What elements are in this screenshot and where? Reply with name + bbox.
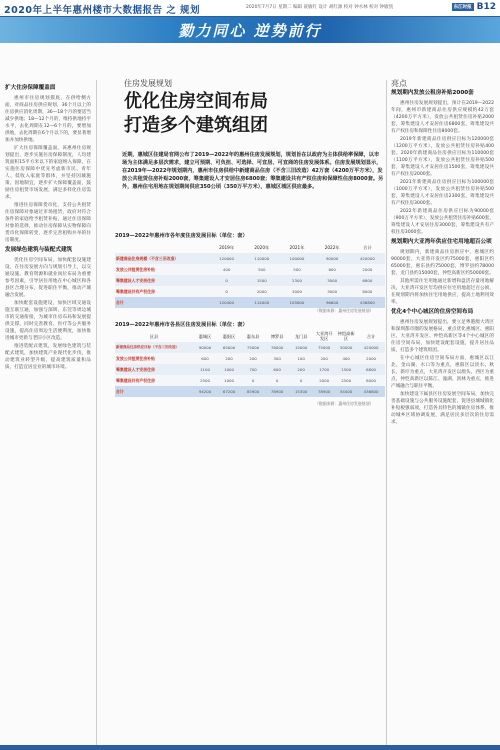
row-label: 筹集建设共有产权住房 bbox=[116, 288, 155, 294]
table-cell: 3000 bbox=[292, 289, 302, 294]
section-title: 2020年上半年惠州楼市大数据报告 之 规划 bbox=[4, 5, 201, 16]
slogan-text: 勠力同心 逆势前行 bbox=[178, 22, 322, 40]
row-label: 新建商品住房供应目标（不含三旧改造） bbox=[116, 345, 179, 349]
table-cell: 105800 bbox=[279, 297, 314, 308]
table-cell: 90000 bbox=[198, 345, 212, 350]
table-cell: 2500 bbox=[341, 378, 352, 383]
table-cell: 0 bbox=[251, 378, 255, 383]
table-cell: 110000 bbox=[254, 256, 270, 261]
row-label: 合计 bbox=[115, 297, 209, 308]
right-paragraph-5: 规划期内，新建商品住房供应中，惠城区约90000套，大亚湾开发区约75000套，惠阳区约65000套，惠东县约75000套，博罗县约78000套，龙门县约15000套，仲恺高新区约50000套。 bbox=[391, 250, 494, 276]
table-cell: 1500 bbox=[341, 367, 352, 372]
table2-header: 龙门县 bbox=[294, 333, 308, 339]
article-kicker: 住房发展规划 bbox=[124, 79, 172, 88]
table2-header: 惠城区 bbox=[198, 333, 212, 339]
highlights-label: 亮点 bbox=[391, 79, 407, 88]
table-cell: 436800 bbox=[350, 297, 385, 308]
table-cell: 400 bbox=[222, 267, 231, 272]
table1-header: 合计 bbox=[363, 244, 372, 250]
article-headline bbox=[124, 90, 268, 138]
slogan-banner bbox=[0, 17, 500, 43]
table-cell: 3000 bbox=[327, 278, 338, 283]
table-cell: 100 bbox=[297, 356, 305, 361]
table2-header: 大亚湾开发区 bbox=[315, 331, 333, 341]
table-cell: 2500 bbox=[200, 378, 210, 383]
row-label: 新建商品住房规模（不含三旧改造） bbox=[116, 255, 179, 261]
table-cell: 90000 bbox=[325, 256, 339, 261]
table-cell: 2000 bbox=[366, 356, 377, 361]
table1-header-row bbox=[115, 242, 385, 253]
table-cell: 120000 bbox=[219, 256, 235, 261]
table-cell: 2300 bbox=[292, 278, 302, 283]
table-cell: 1700 bbox=[319, 367, 330, 372]
table-cell: 2000 bbox=[319, 378, 330, 383]
table-row bbox=[115, 264, 385, 275]
table-cell: 75000 bbox=[246, 345, 260, 350]
left-paragraph-1: 惠州市住房规划摸底，在供给侧方面，对商品住房供应规划，36个月以上的住房供应消化周期，36—18个月的要适当减少供地；18—12个月的，维持供地持平水平，去化周期在12—6个月的，要增加供地，去化周期在6个月以下的，要显著增加并加快供地。 bbox=[5, 96, 91, 143]
left-paragraph-6: 推进装配式建筑，发展绿色建筑与装配式建筑，加快建筑产业现代化步伐，推动建筑业转型升级，提高建筑质量和品质，打造宜居宜业的城市环境。 bbox=[5, 344, 91, 370]
headline-line-2: 打造多个建筑组团 bbox=[124, 115, 268, 136]
table1-header: 2020年 bbox=[254, 244, 270, 250]
left-paragraph-2: 扩大住房保障覆盖面，该惠州住房规划提出，逐步实施住房保障制度，人均建筑面积15平方米以下的家庭纳入保障，在实施住房保障中优先考虑新市民、青年人、低收入家庭等群体，并坚持因城施策、因地制宜，逐步扩大保障覆盖面，鼓励住房租赁市场发展，满足多样化住房需求。 bbox=[5, 146, 91, 200]
table-cell: 6800 bbox=[366, 367, 377, 372]
table-cell: 700 bbox=[249, 367, 257, 372]
page-number-text: B12 bbox=[476, 2, 496, 12]
table1-header: 2019年 bbox=[219, 244, 235, 250]
table-cell: 600 bbox=[273, 367, 281, 372]
right-heading-1: 规划期内发放公租房补贴2000套 bbox=[391, 90, 474, 96]
table-cell: 0 bbox=[225, 289, 228, 294]
right-paragraph-9: 加快建设下属县区住房发展空间布局，加快完善基础设施与公共服务设施配套，促进县城城镇化补短板强弱项，打造各具特色的城镇住房体系，推动城乡区域协调发展，满足居民多层次的住房需求。 bbox=[391, 392, 494, 425]
table2-header: 惠阳区 bbox=[222, 333, 236, 339]
table-cell: 78900 bbox=[265, 386, 289, 397]
table-cell: 200 bbox=[249, 356, 257, 361]
table-cell: 0 bbox=[275, 378, 279, 383]
column-divider-right bbox=[386, 80, 387, 745]
right-heading-3: 优化4个中心城区的住房空间布局 bbox=[391, 309, 474, 315]
row-label: 筹集建设共有产权住房 bbox=[116, 377, 155, 383]
table-cell: 54400 bbox=[335, 386, 357, 397]
page-number bbox=[452, 2, 496, 12]
table2-title: 2019—2022年惠州市各县区住房发展目标（单位：套） bbox=[115, 322, 248, 328]
table-cell: 78000 bbox=[270, 345, 284, 350]
table-cell: 50000 bbox=[339, 345, 353, 350]
table2-header: 合计 bbox=[366, 333, 376, 339]
left-paragraph-3: 推进住房保障货币化，支持公共租赁住房保障对象通过市场租赁，政府对符合条件的家庭给予租赁补贴，通过住房保障对象的选择，推动住房保障从实物保障向货币化保障转变，逐步完善租购并举的住房制度。 bbox=[5, 203, 91, 243]
table-cell: 0 bbox=[299, 378, 303, 383]
table-cell: 65000 bbox=[222, 345, 236, 350]
table-cell: 1000 bbox=[224, 378, 234, 383]
row-label: 发放公共租赁住房补贴 bbox=[116, 355, 155, 361]
footer-strip bbox=[0, 745, 500, 750]
page-header bbox=[0, 0, 500, 17]
table-cell: 8000 bbox=[366, 378, 377, 383]
table-cell: 1100 bbox=[200, 367, 210, 372]
table-row bbox=[115, 364, 385, 375]
table-cell: 600 bbox=[201, 356, 209, 361]
left-paragraph-4: 优化住房空间布局，加快配套设施建设，在住房发展方向与规划引导上，以交通设施、教育资源和就业岗位布局为重要参考因素，引导居住用地在中心城区和各县区合理分布，促进职住平衡，推动产城融合发展。 bbox=[5, 258, 91, 298]
paper-badge: 东江时报 bbox=[453, 4, 472, 10]
table-row bbox=[115, 342, 385, 353]
table1-header: 2022年 bbox=[324, 244, 340, 250]
table-cell: 2000 bbox=[362, 267, 373, 272]
table-row-total bbox=[115, 386, 385, 397]
right-paragraph-3: 2021年新建商品住房供应目标为100000套（1000万平方米），发放公共租赁住房补贴500套，筹集建设人才安居住房2300套，筹集建设共有产权住房3000套。 bbox=[391, 180, 494, 206]
table-cell: 3000 bbox=[327, 289, 338, 294]
table-cell: 200 bbox=[297, 367, 305, 372]
table2-source: （数据来源：惠州住房发展规划） bbox=[315, 401, 374, 406]
table-row bbox=[115, 275, 385, 286]
table-cell: 78900 bbox=[313, 386, 335, 397]
table-cell: 67200 bbox=[217, 386, 241, 397]
table-cell: 0 bbox=[225, 278, 228, 283]
table-cell: 600 bbox=[328, 267, 336, 272]
left-column bbox=[5, 82, 91, 372]
table2-header: 仲恺高新区 bbox=[337, 331, 355, 341]
table-row-total bbox=[115, 297, 385, 308]
left-heading-2: 发展绿色建筑与装配式建筑 bbox=[5, 247, 73, 253]
table2-header: 区县 bbox=[149, 333, 159, 339]
table-cell: 114000 bbox=[244, 297, 279, 308]
row-label: 合计 bbox=[115, 386, 193, 397]
table-cell: 100000 bbox=[289, 256, 305, 261]
table-cell: 8000 bbox=[362, 289, 373, 294]
table-cell: 500 bbox=[258, 267, 266, 272]
right-paragraph-4: 2022年新建商品住房供应目标为90000套（900万平方米），发放公共租赁住房补贴600套，筹集建设人才安居住房3000套，筹集建设共有产权住房3000套。 bbox=[391, 209, 494, 235]
table-cell: 400 bbox=[342, 356, 350, 361]
table-cell: 15300 bbox=[289, 386, 313, 397]
table-row bbox=[115, 353, 385, 364]
table2-header: 惠东县 bbox=[246, 333, 260, 339]
right-column bbox=[391, 80, 494, 427]
right-paragraph-2: 2019年新建商品住房供应目标为120000套（1200万平方米），发放公共租赁住房补贴400套。2020年新建商品住房供应目标为110000套（1100万平方米），发放公共租赁住房补贴500套，筹集建设人才安居住房1500套，筹集建设共有产权住房2000套。 bbox=[391, 137, 494, 177]
table2-header-row bbox=[115, 331, 385, 342]
table-cell: 85900 bbox=[241, 386, 265, 397]
row-label: 筹集建设人才安居住房 bbox=[116, 277, 155, 283]
table-cell: 94200 bbox=[193, 386, 217, 397]
table-cell: 500 bbox=[293, 267, 301, 272]
table2-header: 博罗县 bbox=[270, 333, 284, 339]
left-paragraph-5: 加快配套设施建设，加快区域交通设施互联互通，加强与深圳、东莞等周边城市的交通衔接，为城市住房布局和发展提供支撑。同时完善教育、医疗等公共服务设施，提高住房周边生活便利度，加快推进城市更新与老旧小区改造。 bbox=[5, 301, 91, 341]
table-cell: 96600 bbox=[315, 297, 350, 308]
headline-line-1: 优化住房空间布局 bbox=[124, 91, 268, 112]
table-row bbox=[115, 375, 385, 386]
table-cell: 200 bbox=[225, 356, 233, 361]
table-cell: 420000 bbox=[359, 256, 375, 261]
table-cell: 300 bbox=[273, 356, 281, 361]
table-cell: 6800 bbox=[362, 278, 373, 283]
table-cell: 436800 bbox=[357, 386, 385, 397]
right-paragraph-8: 在中心城区住房空间布局方面，惠城区以江北、金山湖、水口等为重点，惠阳区以淡水、秋长、新圩为重点，大亚湾开发区以澳头、西区为重点，仲恺高新区以陈江、潼湖、沥林为重点，推进产城融合与职住平衡。 bbox=[391, 356, 494, 389]
table-row bbox=[115, 286, 385, 297]
date-line: 2020年7月7日 星期二 编辑 聂敏红 设计 胡红源 校对 钟水林 校对 钟敏凯 bbox=[246, 5, 394, 10]
table1-header: 2021年 bbox=[289, 244, 305, 250]
left-heading-1: 扩大住房保障覆盖面 bbox=[5, 85, 56, 91]
table-cell: 120400 bbox=[209, 297, 244, 308]
table-annual-targets bbox=[115, 242, 385, 308]
right-paragraph-7: 惠州住房发展规划提出，要立足粤港澳大湾区和深圳都市圈的发展格局，重点优化惠城区、惠阳区、大亚湾开发区、仲恺高新区等4个中心城区的住房空间布局，加快建设配套设施，提升居住品质，打造多个建筑组团。 bbox=[391, 320, 494, 353]
table-cell: 1000 bbox=[224, 367, 234, 372]
table-county-targets bbox=[115, 331, 385, 397]
table-cell: 200 bbox=[320, 356, 328, 361]
table1-source: （数据来源：惠州住房发展规划） bbox=[315, 308, 374, 313]
right-paragraph-6: 其他所需住宅用地通过新增和盘活存量用地解决，大亚湾开发区年均供应住宅用地超过百公顷，在规划期内将加快住宅用地供应，提高土地利用效率。 bbox=[391, 279, 494, 305]
table1-header bbox=[115, 242, 209, 253]
table1-title: 2019—2022年惠州市各年度住房发展目标（单位：套） bbox=[115, 233, 248, 239]
right-heading-2: 规划期内大亚湾年供应住宅用地超百公顷 bbox=[391, 239, 492, 245]
article-lead: 近期，惠城区住建局官网公布了2019—2022年的惠州住房发展规划，规划旨在以政府为主体供给率保障，以市场为主体满足多层次需求，建立可预期、可负担、可选择、可宜居、可宜商的住房发展体系。住房发展规划显示，在2019年—2022年规划期内，惠州市住房供给中新建商品住房（不含三旧改造）42万套（4200万平方米），发放公共租赁住房补贴2000套，筹集建设人才安居住房6800套；筹集建设共有产权住房和保障性住房8000套。另外，惠州住宅用地在规划期间供应350公顷（350万平方米），惠城区城区供应最多。 bbox=[122, 152, 384, 190]
right-paragraph-1: 惠州住房发展规划提出，预计在2019—2022年间，惠州市新建商品住房供应规模约42万套（4200万平方米），发放公共租赁住房补贴2000套，筹集建设人才安居住房6800套，筹集建设共有产权住房和保障性住房8000套。 bbox=[391, 101, 494, 134]
row-label: 发放公共租赁住房补贴 bbox=[116, 266, 155, 272]
table-cell: 75000 bbox=[317, 345, 331, 350]
table-cell: 2000 bbox=[256, 289, 267, 294]
column-divider-left bbox=[96, 80, 97, 745]
row-label: 筹集建设人才安居住房 bbox=[116, 366, 155, 372]
table-cell: 1500 bbox=[256, 278, 267, 283]
table-cell: 420000 bbox=[363, 345, 379, 350]
table-row bbox=[115, 253, 385, 264]
table-cell: 15000 bbox=[294, 345, 308, 350]
